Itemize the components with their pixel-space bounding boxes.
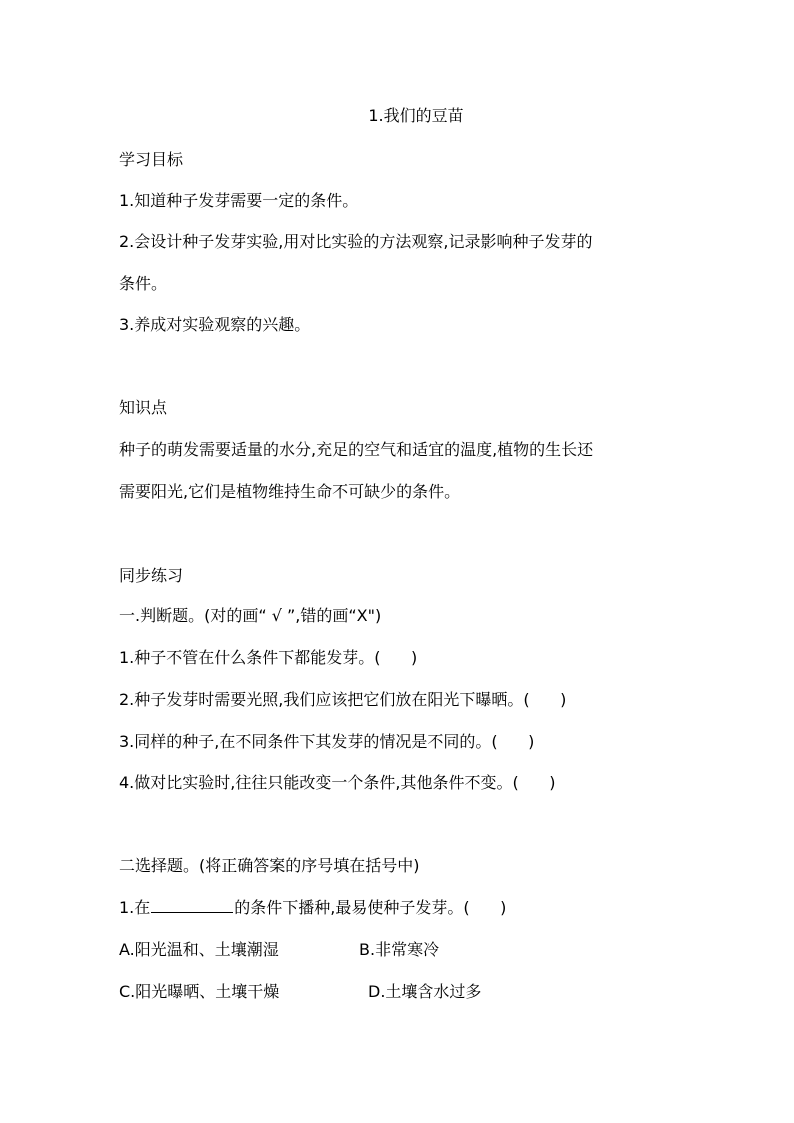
choice-question-1 (119, 898, 506, 918)
option-c: C.阳光曝晒、土壤干燥 (119, 982, 280, 1001)
judge-item-1: 1.种子不管在什么条件下都能发芽。( ) (119, 648, 418, 667)
option-a: A.阳光温和、土壤潮湿 (119, 940, 279, 959)
objective-item-2-continued: 条件。 (119, 274, 168, 293)
objective-item-1: 1.知道种子发芽需要一定的条件。 (119, 191, 359, 210)
knowledge-line-1: 种子的萌发需要适量的水分,充足的空气和适宜的温度,植物的生长还 (119, 440, 594, 459)
option-d: D.土壤含水过多 (368, 982, 482, 1001)
page-title (0, 106, 794, 126)
choice-heading: 二选择题。(将正确答案的序号填在括号中) (119, 856, 420, 875)
knowledge-line-2: 需要阳光,它们是植物维持生命不可缺少的条件。 (119, 482, 461, 501)
choice-q1-suffix: 的条件下播种,最易使种子发芽。( ) (234, 898, 507, 917)
knowledge-heading: 知识点 (119, 398, 168, 417)
objective-item-2: 2.会设计种子发芽实验,用对比实验的方法观察,记录影响种子发芽的 (119, 232, 593, 251)
choice-q1-prefix: 1.在 (119, 898, 151, 917)
judge-item-3: 3.同样的种子,在不同条件下其发芽的情况是不同的。( ) (119, 732, 535, 751)
objectives-heading: 学习目标 (119, 150, 184, 169)
judge-heading: 一.判断题。(对的画“ √ ”,错的画“X") (119, 606, 382, 625)
practice-heading: 同步练习 (119, 566, 184, 585)
objective-item-3: 3.养成对实验观察的兴趣。 (119, 315, 311, 334)
answer-blank (151, 898, 233, 913)
page-title-text: 1.我们的豆苗 (368, 106, 464, 125)
option-b: B.非常寒冷 (359, 940, 440, 959)
judge-item-4: 4.做对比实验时,往往只能改变一个条件,其他条件不变。( ) (119, 773, 556, 792)
judge-item-2: 2.种子发芽时需要光照,我们应该把它们放在阳光下曝晒。( ) (119, 690, 567, 709)
